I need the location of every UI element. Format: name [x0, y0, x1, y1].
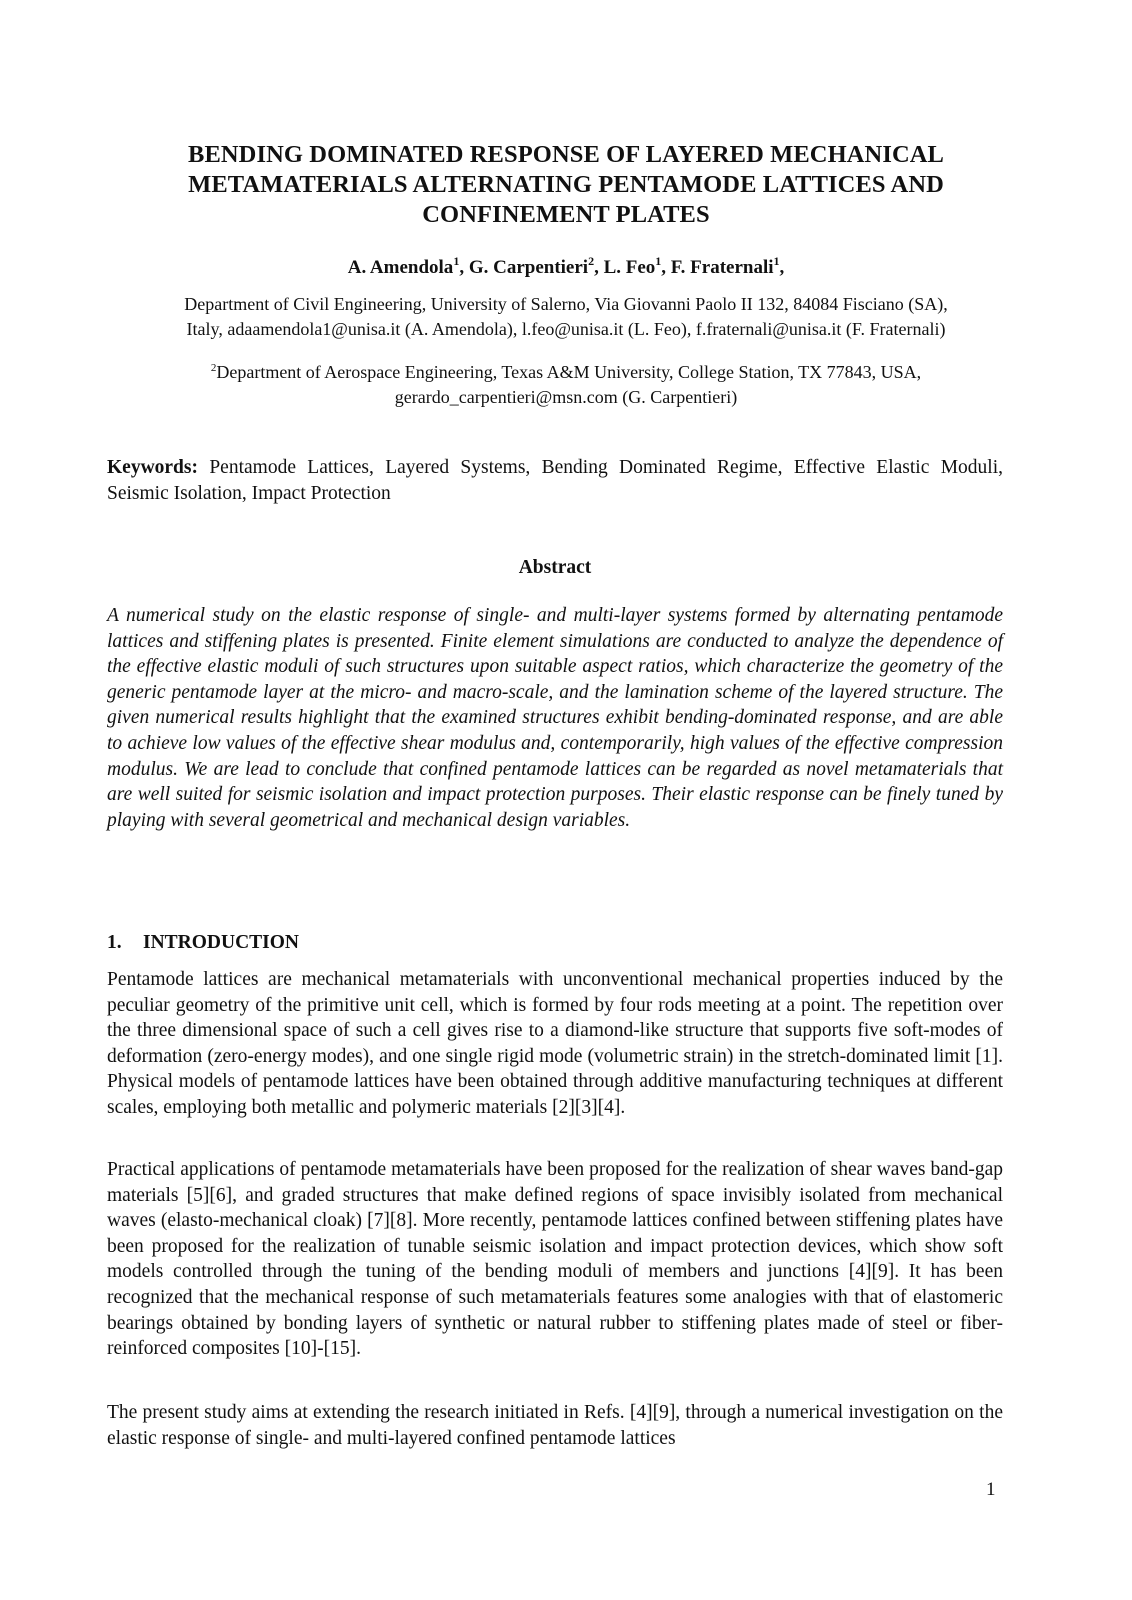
author-name: A. Amendola: [347, 257, 454, 278]
affiliation-text: Department of Aerospace Engineering, Texas A&M University, College Station, TX 77843, USA,: [216, 362, 922, 382]
author-affiliation-mark: 1: [655, 253, 662, 268]
author-name: G. Carpentieri: [468, 257, 589, 278]
author-affiliation-mark: 1: [773, 253, 780, 268]
author-separator: ,: [459, 257, 469, 278]
affiliation-line: gerardo_carpentieri@msn.com (G. Carpentieri): [394, 387, 738, 407]
author-name: F. Fraternali: [670, 257, 774, 278]
author-separator: ,: [779, 257, 785, 278]
page-number: 1: [986, 1479, 996, 1500]
abstract-heading: Abstract: [518, 557, 592, 578]
keywords-text: Pentamode Lattices, Layered Systems, Bending Dominated Regime, Effective Elastic Moduli, Seismic Isolation, Impact Protection: [107, 457, 1003, 504]
affiliation-1: [106, 292, 1026, 342]
affiliation-line: [106, 360, 1026, 385]
author-separator: ,: [594, 257, 604, 278]
body-paragraph: Pentamode lattices are mechanical metamaterials with unconventional mechanical properties induced by the peculiar geometry of the primitive unit cell, which is formed by four rods meeting at a point. The repetition over the three dimensional space of such a cell gives rise to a diamond-like structure that supports five soft-modes of deformation (zero-energy modes), and one single rigid mode (volumetric strain) in the stretch-dominated limit [1]. Physical models of pentamode lattices have been obtained through additive manufacturing techniques at different scales, employing both metallic and polymeric materials [2][3][4].: [107, 969, 1003, 1118]
affiliation-mark: 2: [210, 362, 217, 374]
author-separator: ,: [661, 257, 671, 278]
affiliation-line: Department of Civil Engineering, University of Salerno, Via Giovanni Paolo II 132, 84084 Fisciano (SA),: [184, 294, 948, 314]
abstract-text: A numerical study on the elastic response of single- and multi-layer systems formed by alternating pentamode lattices and stiffening plates is presented. Finite element simulations are conducted to analyze the dependence of the effective elastic moduli of such structures upon suitable aspect ratios, which characterize the geometry of the generic pentamode layer at the micro- and macro-scale, and the lamination scheme of the layered structure. The given numerical results highlight that the examined structures exhibit bending-dominated response, and are able to achieve low values of the effective shear modulus and, contemporarily, high values of the effective compression modulus. We are lead to conclude that confined pentamode lattices can be regarded as novel metamaterials that are well suited for seismic isolation and impact protection purposes. Their elastic response can be finely tuned by playing with several geometrical and mechanical design variables.: [107, 605, 1003, 831]
author-affiliation-mark: 1: [453, 253, 460, 268]
affiliation-2: [106, 360, 1026, 410]
author-name: L. Feo: [603, 257, 656, 278]
title-line: BENDING DOMINATED RESPONSE OF LAYERED MECHANICAL: [188, 141, 944, 168]
body-paragraph: Practical applications of pentamode metamaterials have been proposed for the realization of shear waves band-gap materials [5][6], and graded structures that make defined regions of space invisibly isolated from mechanical waves (elasto-mechanical cloak) [7][8]. More recently, pentamode lattices confined between stiffening plates have been proposed for the realization of tunable seismic isolation and impact protection devices, which show soft models controlled through the tuning of the bending moduli of members and junctions [4][9]. It has been recognized that the mechanical response of such metamaterials features some analogies with that of elastomeric bearings obtained by bonding layers of synthetic or natural rubber to stiffening plates made of steel or fiber-reinforced composites [10]-[15].: [107, 1159, 1003, 1360]
title-line: METAMATERIALS ALTERNATING PENTAMODE LATTICES AND: [188, 171, 944, 198]
title-line: CONFINEMENT PLATES: [422, 201, 710, 228]
section-title: INTRODUCTION: [143, 932, 300, 953]
keywords: [107, 455, 1003, 506]
body-paragraph: The present study aims at extending the research initiated in Refs. [4][9], through a numerical investigation on the elastic response of single- and multi-layered confined pentamode lattices: [107, 1402, 1003, 1449]
author-list: [110, 253, 1022, 280]
section-heading: [107, 930, 299, 955]
keywords-label: Keywords:: [107, 457, 198, 478]
section-number: 1.: [107, 932, 122, 953]
affiliation-line: Italy, adaamendola1@unisa.it (A. Amendola), l.feo@unisa.it (L. Feo), f.fraternali@unisa.it (F. Fraternali): [186, 319, 946, 339]
paper-title: [120, 140, 1012, 230]
author-affiliation-mark: 2: [588, 253, 595, 268]
